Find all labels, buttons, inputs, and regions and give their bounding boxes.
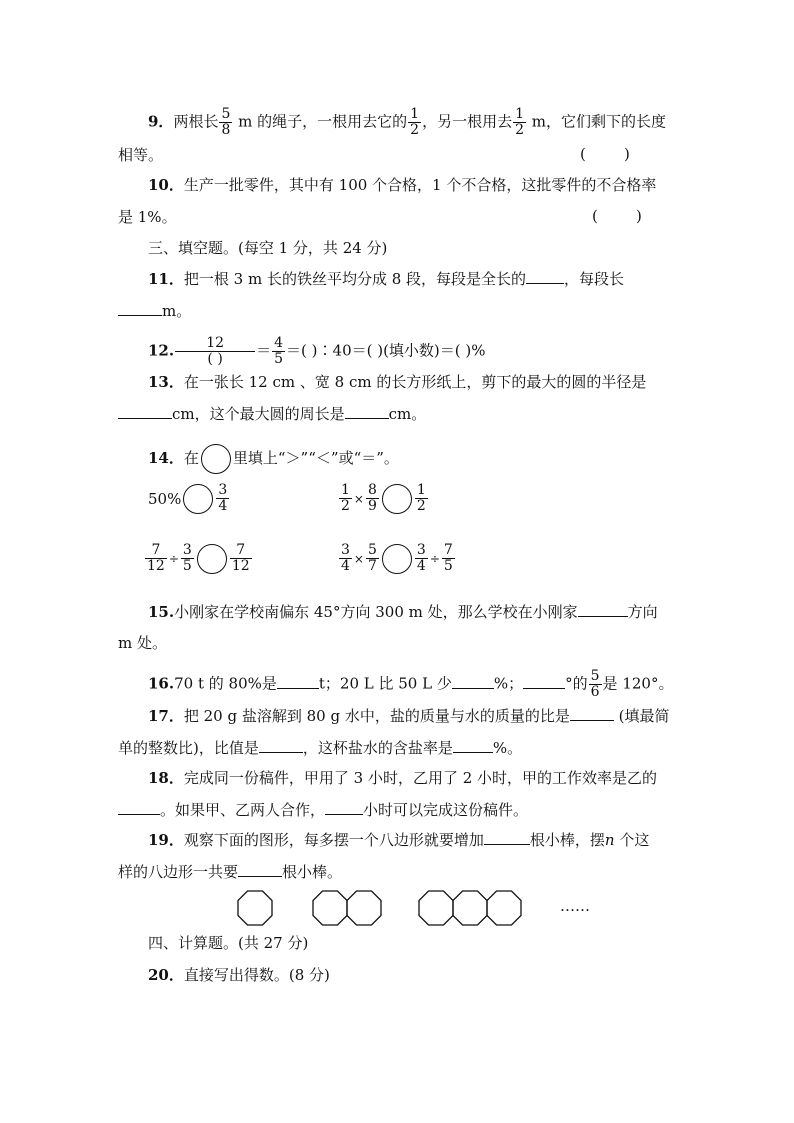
compare-circle[interactable] xyxy=(201,444,231,474)
fraction: $\frac{5}{8}$ xyxy=(221,106,231,138)
fill-blank[interactable] xyxy=(118,301,162,316)
question-number: 10． xyxy=(148,176,184,194)
fraction: $\frac{3}{4}$ xyxy=(416,542,426,574)
compare-item-a: 50% $\frac{3}{4}$ xyxy=(148,482,228,514)
fraction: $\frac{12}{( )}$ xyxy=(175,336,255,367)
question-9-line2: 相等。 xyxy=(118,146,164,164)
fraction: $\frac{7}{12}$ xyxy=(231,542,250,574)
section-4-heading: 四、计算题。(共 27 分) xyxy=(148,934,309,952)
question-17-line1: 17．把 20 g 盐溶解到 80 g 水中，盐的质量与水的质量的比是 (填最简 xyxy=(148,707,670,725)
question-number: 15. xyxy=(148,603,175,621)
fill-blank[interactable] xyxy=(345,404,389,419)
compare-circle[interactable] xyxy=(197,544,227,574)
answer-parentheses[interactable]: ( ) xyxy=(580,145,630,163)
fill-blank[interactable] xyxy=(325,800,363,815)
question-10-line2: 是 1%。 xyxy=(118,208,177,226)
question-number: 16. xyxy=(148,674,175,693)
fill-blank[interactable] xyxy=(484,830,530,845)
fraction: $\frac{7}{5}$ xyxy=(443,542,453,574)
question-13-line2: cm，这个最大圆的周长是 cm。 xyxy=(118,404,426,424)
question-11-line1: 11．把一根 3 m 长的铁丝平均分成 8 段，每段是全长的 ，每段长 xyxy=(148,270,625,288)
question-13-line1: 13．在一张长 12 cm 、宽 8 cm 的长方形纸上，剪下的最大的圆的半径是 xyxy=(148,373,647,391)
answer-parentheses[interactable]: ( ) xyxy=(592,207,642,225)
question-number: 18． xyxy=(148,769,184,787)
question-number: 19． xyxy=(148,831,184,849)
fraction: $\frac{3}{5}$ xyxy=(182,542,192,574)
fill-blank[interactable] xyxy=(259,738,303,753)
compare-circle[interactable] xyxy=(382,484,412,514)
question-14-line: 14．在 里填上“＞”“＜”或“＝”。 xyxy=(148,444,399,474)
fraction: $\frac{1}{2}$ xyxy=(410,106,420,138)
ellipsis: …… xyxy=(560,897,590,915)
fill-blank[interactable] xyxy=(118,404,172,419)
fill-blank[interactable] xyxy=(523,674,565,689)
fraction: $\frac{4}{5}$ xyxy=(274,335,284,367)
fill-blank[interactable] xyxy=(452,674,494,689)
fill-blank[interactable] xyxy=(277,674,319,689)
question-number: 14． xyxy=(148,449,184,467)
fraction: $\frac{5}{6}$ xyxy=(590,668,600,700)
section-3-heading: 三、填空题。(每空 1 分，共 24 分) xyxy=(148,239,388,257)
compare-circle[interactable] xyxy=(382,544,412,574)
fraction: $\frac{3}{4}$ xyxy=(341,542,350,574)
fraction: $\frac{8}{9}$ xyxy=(367,482,377,514)
compare-item-d: $\frac{3}{4}$ × $\frac{5}{7}$ $\frac{3}{4}$ ÷ $\frac{7}{5}$ xyxy=(341,542,453,574)
question-number: 20． xyxy=(148,966,184,984)
fraction: $\frac{3}{4}$ xyxy=(218,482,228,514)
fraction: $\frac{1}{2}$ xyxy=(416,482,426,514)
question-12-line: 12. $\frac{12}{( )}$ ＝ $\frac{4}{5}$ ＝( )∶40＝( )(填小数)＝( )% xyxy=(148,335,486,367)
fraction: $\frac{1}{2}$ xyxy=(341,482,350,514)
fraction: $\frac{7}{12}$ xyxy=(147,542,165,574)
question-number: 11． xyxy=(148,270,184,288)
question-number: 17． xyxy=(148,707,184,725)
question-19-line1: 19．观察下面的图形，每多摆一个八边形就要增加 根小棒，摆n 个这 xyxy=(148,831,650,849)
fraction: $\frac{5}{7}$ xyxy=(367,542,377,574)
compare-item-b: $\frac{1}{2}$ × $\frac{8}{9}$ $\frac{1}{2}$ xyxy=(341,482,426,514)
fill-blank[interactable] xyxy=(578,602,628,617)
question-number: 13． xyxy=(148,373,184,391)
question-19-line2: 样的八边形一共要 根小棒。 xyxy=(118,863,343,881)
question-15-line1: 15.小刚家在学校南偏东 45°方向 300 m 处，那么学校在小刚家 方向 xyxy=(148,603,658,621)
question-17-line2: 单的整数比)，比值是 ，这杯盐水的含盐率是 %。 xyxy=(118,739,523,757)
octagon-figure-2 xyxy=(312,890,382,926)
question-number: 12. xyxy=(148,341,175,360)
question-11-line2: m。 xyxy=(118,301,191,321)
octagon-figure-3 xyxy=(418,890,522,926)
fill-blank[interactable] xyxy=(238,862,282,877)
fill-blank[interactable] xyxy=(453,738,493,753)
compare-item-c: $\frac{7}{12}$ ÷ $\frac{3}{5}$ $\frac{7}{12}$ xyxy=(147,542,250,574)
question-16-line: 16.70 t 的 80%是 t；20 L 比 50 L 少 %； °的 $\frac{5}{6}$ 是 120°。 xyxy=(148,668,674,700)
question-10-line1: 10．生产一批零件，其中有 100 个合格，1 个不合格，这批零件的不合格率 xyxy=(148,176,657,194)
compare-circle[interactable] xyxy=(183,484,213,514)
question-18-line1: 18．完成同一份稿件，甲用了 3 小时，乙用了 2 小时，甲的工作效率是乙的 xyxy=(148,769,658,787)
question-18-line2: 。如果甲、乙两人合作， 小时可以完成这份稿件。 xyxy=(118,800,528,820)
question-number: 9． xyxy=(148,112,174,131)
fraction: $\frac{1}{2}$ xyxy=(515,106,524,138)
question-15-line2: m 处。 xyxy=(118,634,167,652)
question-20-line: 20．直接写出得数。(8 分) xyxy=(148,966,330,984)
fill-blank[interactable] xyxy=(526,269,564,284)
fill-blank[interactable] xyxy=(570,706,614,721)
fill-blank[interactable] xyxy=(118,800,160,815)
question-9-line1: 9．两根长 $\frac{5}{8}$ m 的绳子，一根用去它的 $\frac{1}{2}$ ，另一根用去 $\frac{1}{2}$ m，它们剩下的长度 xyxy=(148,106,666,138)
octagon-figure-1 xyxy=(237,890,273,926)
